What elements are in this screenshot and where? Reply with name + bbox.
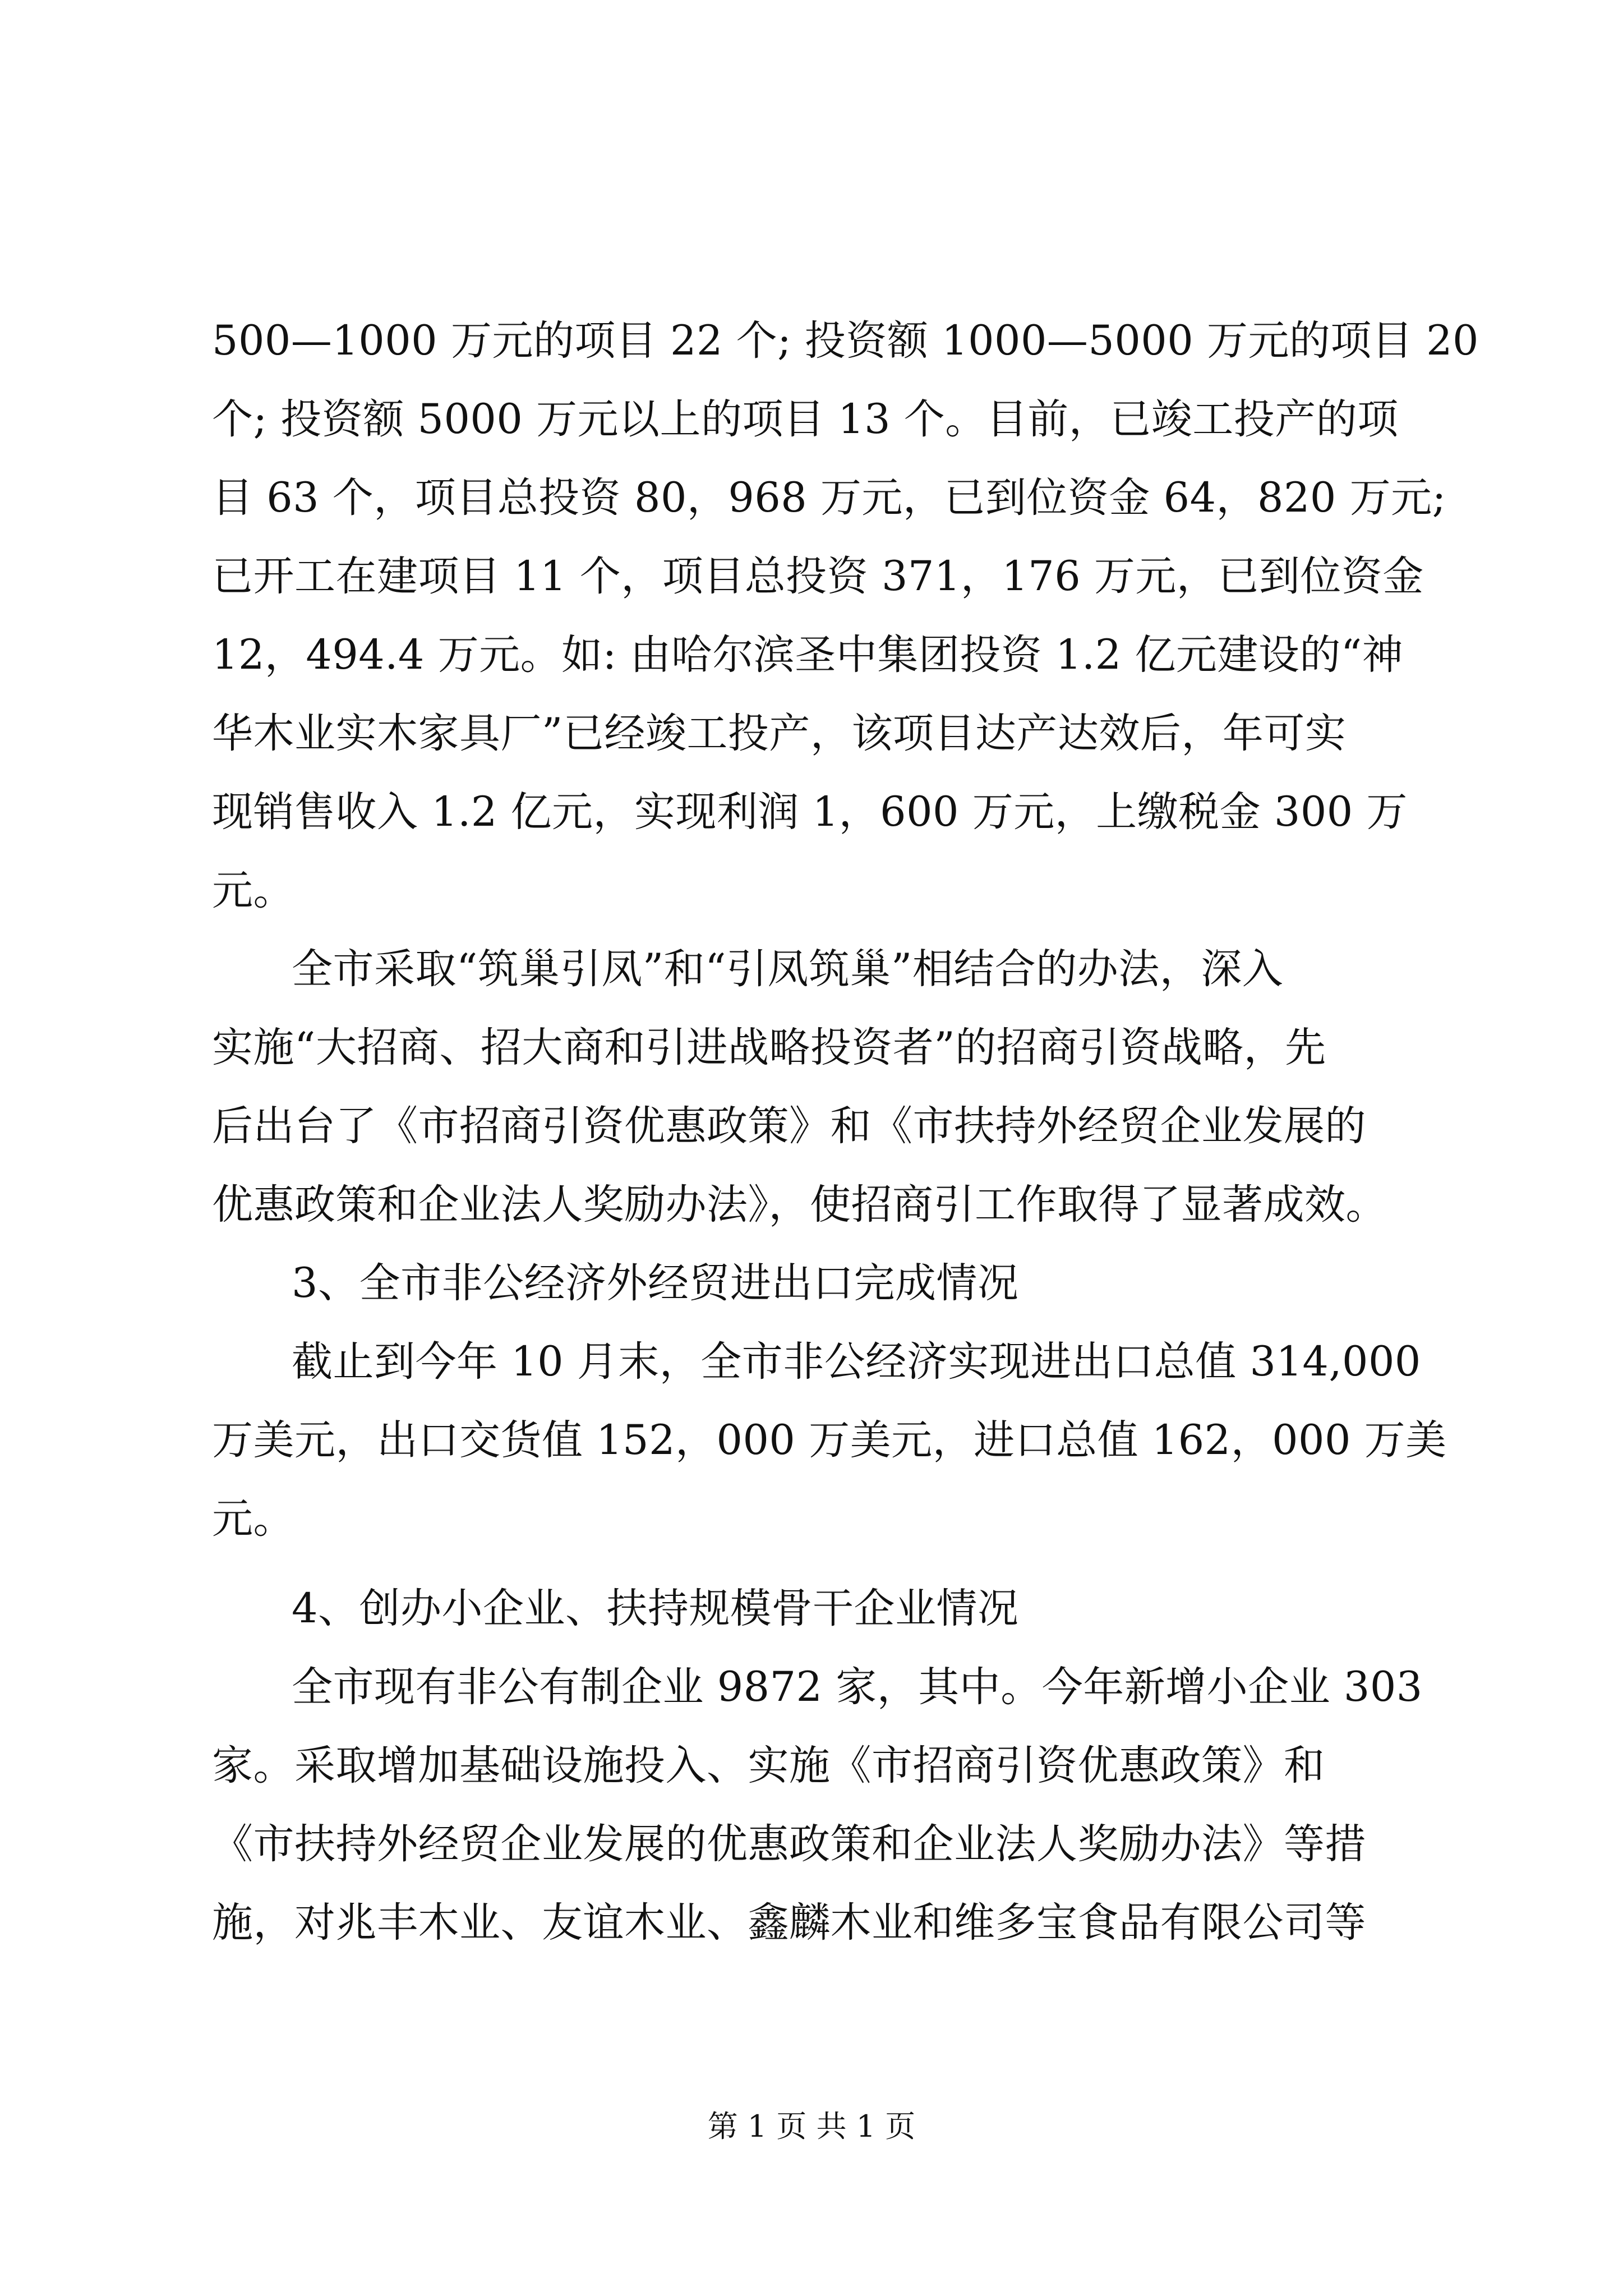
text-line: 截止到今年 10 月末，全市非公经济实现进出口总值 314,000 [292, 1338, 1421, 1386]
text-line: 12，494.4 万元。如: 由哈尔滨圣中集团投资 1.2 亿元建设的“神 [212, 631, 1404, 679]
text-line: 实施“大招商、招大商和引进战略投资者”的招商引资战略，先 [212, 1024, 1326, 1071]
text-line: 优惠政策和企业法人奖励办法》，使招商引工作取得了显著成效。 [212, 1181, 1387, 1228]
text-line: 全市现有非公有制企业 9872 家，其中。今年新增小企业 303 [292, 1663, 1423, 1711]
text-line: 家。采取增加基础设施投入、实施《市招商引资优惠政策》和 [212, 1742, 1325, 1789]
text-line: 华木业实木家具厂”已经竣工投产，该项目达产达效后，年可实 [212, 710, 1347, 757]
page-number-footer: 第 1 页 共 1 页 [707, 2109, 916, 2144]
text-line: 元。 [212, 1495, 294, 1543]
section-heading: 3、全市非公经济外经贸进出口完成情况 [292, 1259, 1019, 1307]
text-line: 500—1000 万元的项目 22 个; 投资额 1000—5000 万元的项目 20 [212, 317, 1479, 365]
text-line: 后出台了《市招商引资优惠政策》和《市扶持外经贸企业发展的 [212, 1102, 1366, 1150]
text-line: 《市扶持外经贸企业发展的优惠政策和企业法人奖励办法》等措 [212, 1820, 1366, 1868]
text-line: 元。 [212, 867, 294, 914]
text-line: 万美元，出口交货值 152，000 万美元，进口总值 162，000 万美 [212, 1416, 1447, 1464]
text-line: 全市采取“筑巢引凤”和“引凤筑巢”相结合的办法，深入 [292, 945, 1284, 993]
text-line: 个; 投资额 5000 万元以上的项目 13 个。目前，已竣工投产的项 [212, 395, 1399, 443]
text-line: 现销售收入 1.2 亿元，实现利润 1，600 万元，上缴税金 300 万 [212, 788, 1408, 836]
text-line: 施，对兆丰木业、友谊木业、鑫麟木业和维多宝食品有限公司等 [212, 1899, 1366, 1947]
text-line: 目 63 个，项目总投资 80，968 万元，已到位资金 64，820 万元; [212, 474, 1446, 522]
section-heading: 4、创办小企业、扶持规模骨干企业情况 [292, 1585, 1019, 1632]
text-line: 已开工在建项目 11 个，项目总投资 371，176 万元，已到位资金 [212, 553, 1424, 600]
